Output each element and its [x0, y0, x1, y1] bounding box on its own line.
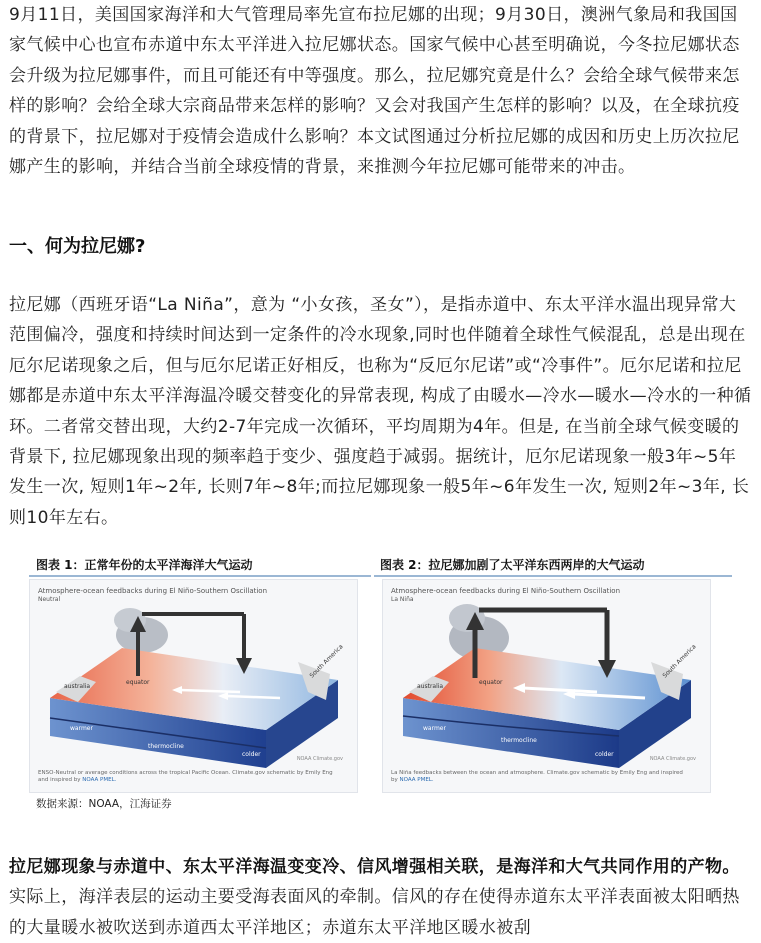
figure-1-caption-link[interactable]: NOAA PMEL. [82, 777, 117, 783]
label-colder: colder [595, 751, 614, 758]
closing-bold-text: 拉尼娜现象与赤道中、东太平洋海温变变冷、信风增强相关联，是海洋和大气共同作用的产物。 [9, 857, 740, 877]
intro-paragraph: 9月11日，美国国家海洋和大气管理局率先宣布拉尼娜的出现；9月30日，澳洲气象局和我国国家气候中心也宣布赤道中东太平洋进入拉尼娜状态。国家气候中心甚至明确说，今冬拉尼娜状态会升级为拉尼娜事件，而且可能还有中等强度。那么，拉尼娜究竟是什么？会给全球气候带来怎样的影响？会给全球大宗商品带来怎样的影响？又会对我国产生怎样的影响？以及，在全球抗疫的背景下，拉尼娜对于疫情会造成什么影响？本文试图通过分析拉尼娜的成因和历史上历次拉尼娜产生的影响，并结合当前全球疫情的背景，来推测今年拉尼娜可能带来的冲击。 [9, 5, 740, 178]
label-warmer: warmer [423, 725, 446, 732]
figure-2-panel [382, 579, 711, 793]
figure-2-credit: NOAA Climate.gov [649, 756, 696, 762]
section-heading: 一、何为拉尼娜? [9, 236, 146, 257]
figure-2-rule [374, 575, 732, 577]
label-colder: colder [242, 751, 261, 758]
closing-text: 实际上，海洋表层的运动主要受海表面风的牵制。信风的存在使得赤道东太平洋表面被太阳晒热的大量暖水被吹送到赤道西太平洋地区；赤道东太平洋地区暖水被刮 [9, 887, 740, 938]
label-australia: australia [417, 683, 444, 690]
label-south-america: South America [661, 643, 698, 680]
figure-1-title: 图表 1：正常年份的太平洋海洋大气运动 [36, 558, 253, 572]
label-thermocline: thermocline [148, 743, 184, 750]
label-south-america: South America [308, 643, 345, 680]
figure-2-caption: La Niña feedbacks between the ocean and atmosphere. Climate.gov schematic by Emily Eng and inspired by NOAA PMEL. [391, 770, 683, 783]
label-warmer: warmer [70, 725, 93, 732]
figure-1-diagram-title: Atmosphere-ocean feedbacks during El Niño-Southern Oscillation [38, 587, 268, 595]
figure-2-caption-link[interactable]: NOAA PMEL. [399, 777, 434, 783]
figure-1-caption: ENSO-Neutral or average conditions across the tropical Pacific Ocean. Climate.gov schematic by Emily Eng and inspired by NOAA PMEL. [38, 770, 333, 783]
figure-2-diagram-title: Atmosphere-ocean feedbacks during El Niño-Southern Oscillation [391, 587, 621, 595]
figure-block [29, 556, 732, 812]
label-thermocline: thermocline [501, 737, 537, 744]
label-australia: australia [64, 683, 91, 690]
figure-2-state: La Niña [391, 596, 414, 603]
figure-1-rule [29, 575, 371, 577]
closing-paragraph [9, 852, 753, 943]
figure-1-credit: NOAA Climate.gov [296, 756, 343, 762]
label-equator: equator [126, 679, 150, 686]
definition-paragraph: 拉尼娜（西班牙语“La Niña”，意为 “小女孩，圣女”），是指赤道中、东太平洋水温出现异常大范围偏冷，强度和持续时间达到一定条件的冷水现象,同时也伴随着全球性气候混乱，总是出现在厄尔尼诺现象之后，但与厄尔尼诺正好相反，也称为“反厄尔尼诺”或“冷事件”。厄尔尼诺和拉尼娜都是赤道中东太平洋海温冷暖交替变化的异常表现, 构成了由暖水—冷水—暖水—冷水的一种循环。二者常交替出现，大约2-7年完成一次循环，平均周期为4年。但是, 在当前全球气候变暖的背景下, 拉尼娜现象出现的频率趋于变少、强度趋于减弱。据统计，厄尔尼诺现象一般3年~5年发生一次, 短则1年~2年, 长则7年~8年;而拉尼娜现象一般5年~6年发生一次, 短则2年~3年, 长则10年左右。 [9, 295, 752, 528]
figure-1-state: Neutral [38, 596, 61, 603]
figure-1-panel [29, 579, 358, 793]
figure-2-title: 图表 2：拉尼娜加剧了太平洋东西两岸的大气运动 [380, 558, 645, 572]
figure-source: 数据来源：NOAA，江海证券 [36, 798, 172, 810]
label-equator: equator [479, 679, 503, 686]
